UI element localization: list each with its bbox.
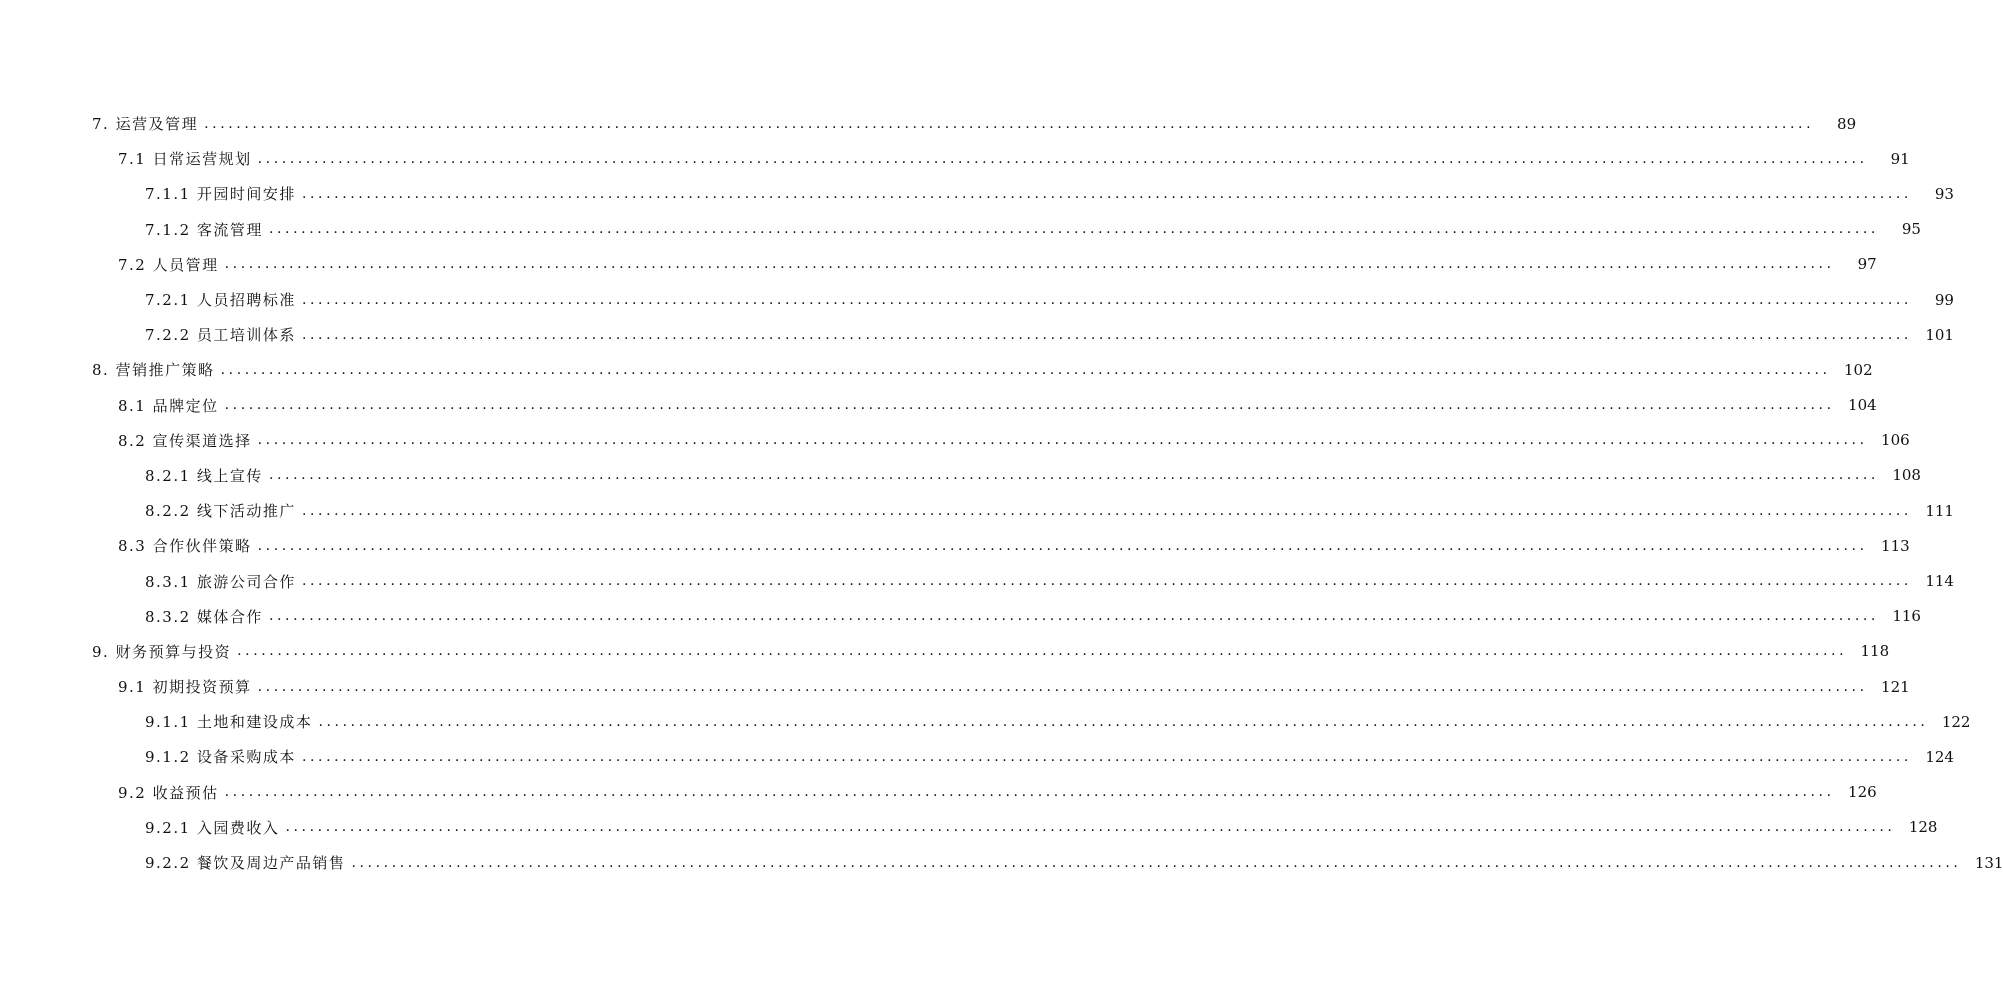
toc-entry-7-1-2[interactable] [0, 212, 1921, 247]
toc-entry-label: 8.2.1 线上宣传 [145, 466, 263, 485]
toc-page-number: 101 [1925, 325, 1954, 344]
toc-entry-8-3-1[interactable] [0, 563, 1954, 598]
toc-dot-leader: ........................................................................................................................................................................................................ [268, 467, 1879, 484]
toc-entry-7-1-1[interactable] [0, 176, 1954, 211]
toc-entry-label: 8. 营销推广策略 [92, 361, 215, 380]
toc-entry-7[interactable] [0, 106, 1857, 141]
toc-entry-9-1-2[interactable] [0, 739, 1954, 774]
toc-entry-label: 9.2 收益预估 [118, 783, 219, 802]
toc-page-number: 124 [1925, 747, 1954, 766]
toc-entry-label: 8.2.2 线下活动推广 [145, 502, 296, 521]
toc-entry-label: 9. 财务预算与投资 [92, 642, 232, 661]
toc-page-number: 114 [1925, 572, 1954, 591]
toc-entry-8-2-2[interactable] [0, 493, 1954, 528]
toc-page-number: 116 [1892, 607, 1921, 626]
toc-page-number: 122 [1941, 712, 1971, 731]
toc-page-number: 113 [1881, 536, 1910, 555]
toc-dot-leader: ........................................................................................................................................................................................................ [351, 854, 1962, 871]
toc-entry-8-2-1[interactable] [0, 458, 1921, 493]
toc-entry-label: 7.2.2 员工培训体系 [145, 326, 296, 345]
toc-entry-8-2[interactable] [0, 423, 1910, 458]
toc-entry-label: 8.1 品牌定位 [118, 396, 219, 415]
toc-dot-leader: ........................................................................................................................................................................................................ [301, 502, 1912, 519]
toc-page-number: 128 [1908, 818, 1938, 837]
toc-entry-9[interactable] [0, 634, 1890, 669]
toc-entry-7-2-2[interactable] [0, 317, 1954, 352]
toc-entry-label: 7.1 日常运营规划 [118, 150, 252, 169]
toc-entry-label: 7.1.2 客流管理 [145, 220, 263, 239]
toc-page-number: 93 [1934, 184, 1954, 203]
toc-entry-9-1[interactable] [0, 669, 1910, 704]
toc-dot-leader: ........................................................................................................................................................................................................ [268, 608, 1879, 625]
toc-dot-leader: ........................................................................................................................................................................................................ [301, 291, 1912, 308]
toc-dot-leader: ........................................................................................................................................................................................................ [285, 819, 1896, 836]
toc-page-number: 118 [1860, 642, 1890, 661]
toc-page-number: 97 [1857, 255, 1877, 274]
toc-entry-8-3[interactable] [0, 528, 1910, 563]
toc-dot-leader: ........................................................................................................................................................................................................ [257, 432, 1868, 449]
toc-entry-label: 9.1.2 设备采购成本 [145, 748, 296, 767]
toc-dot-leader: ........................................................................................................................................................................................................ [301, 573, 1912, 590]
toc-page-number: 111 [1925, 501, 1954, 520]
toc-entry-label: 7. 运营及管理 [92, 115, 199, 134]
toc-entry-9-1-1[interactable] [0, 704, 1971, 739]
toc-dot-leader: ........................................................................................................................................................................................................ [220, 361, 1831, 378]
toc-page-number: 99 [1934, 290, 1954, 309]
toc-dot-leader: ........................................................................................................................................................................................................ [237, 643, 1848, 660]
toc-dot-leader: ........................................................................................................................................................................................................ [257, 150, 1868, 167]
toc-entry-label: 8.3.1 旅游公司合作 [145, 572, 296, 591]
toc-page-number: 108 [1892, 466, 1921, 485]
toc-entry-8-1[interactable] [0, 388, 1877, 423]
toc-dot-leader: ........................................................................................................................................................................................................ [301, 748, 1912, 765]
toc-entry-label: 7.2.1 人员招聘标准 [145, 291, 296, 310]
toc-dot-leader: ........................................................................................................................................................................................................ [268, 221, 1879, 238]
toc-entry-label: 8.3.2 媒体合作 [145, 607, 263, 626]
toc-entry-9-2-1[interactable] [0, 810, 1938, 845]
toc-entry-label: 8.2 宣传渠道选择 [118, 431, 252, 450]
toc-dot-leader: ........................................................................................................................................................................................................ [301, 185, 1912, 202]
toc-dot-leader: ........................................................................................................................................................................................................ [224, 784, 1835, 801]
toc-entry-7-2[interactable] [0, 247, 1877, 282]
toc-entry-8-3-2[interactable] [0, 599, 1921, 634]
toc-entry-9-2-2[interactable] [0, 845, 2003, 880]
toc-page-number: 102 [1844, 360, 1873, 379]
toc-entry-7-1[interactable] [0, 141, 1910, 176]
toc-dot-leader: ........................................................................................................................................................................................................ [257, 537, 1868, 554]
toc-dot-leader: ........................................................................................................................................................................................................ [204, 115, 1815, 132]
toc-entry-label: 9.1 初期投资预算 [118, 678, 252, 697]
toc-entry-label: 9.2.2 餐饮及周边产品销售 [145, 854, 346, 873]
toc-page-number: 104 [1848, 396, 1877, 415]
toc-entry-label: 8.3 合作伙伴策略 [118, 537, 252, 556]
toc-dot-leader: ........................................................................................................................................................................................................ [301, 326, 1912, 343]
toc-page-number: 91 [1890, 149, 1910, 168]
toc-page-number: 121 [1881, 677, 1910, 696]
toc-entry-8[interactable] [0, 352, 1873, 387]
toc-dot-leader: ........................................................................................................................................................................................................ [257, 678, 1868, 695]
toc-entry-7-2-1[interactable] [0, 282, 1954, 317]
toc-page-number: 95 [1901, 220, 1921, 239]
toc-page-number: 126 [1848, 783, 1877, 802]
toc-dot-leader: ........................................................................................................................................................................................................ [318, 713, 1929, 730]
toc-page-number: 131 [1974, 853, 2003, 872]
toc-dot-leader: ........................................................................................................................................................................................................ [224, 397, 1835, 414]
toc-entry-label: 7.2 人员管理 [118, 255, 219, 274]
toc-entry-label: 9.2.1 入园费收入 [145, 818, 280, 837]
toc-entry-label: 7.1.1 开园时间安排 [145, 185, 296, 204]
toc-page-number: 89 [1837, 114, 1857, 133]
toc-entry-label: 9.1.1 土地和建设成本 [145, 713, 313, 732]
toc-dot-leader: ........................................................................................................................................................................................................ [224, 256, 1835, 273]
table-of-contents [0, 106, 2003, 880]
toc-entry-9-2[interactable] [0, 775, 1877, 810]
toc-page-number: 106 [1881, 431, 1910, 450]
